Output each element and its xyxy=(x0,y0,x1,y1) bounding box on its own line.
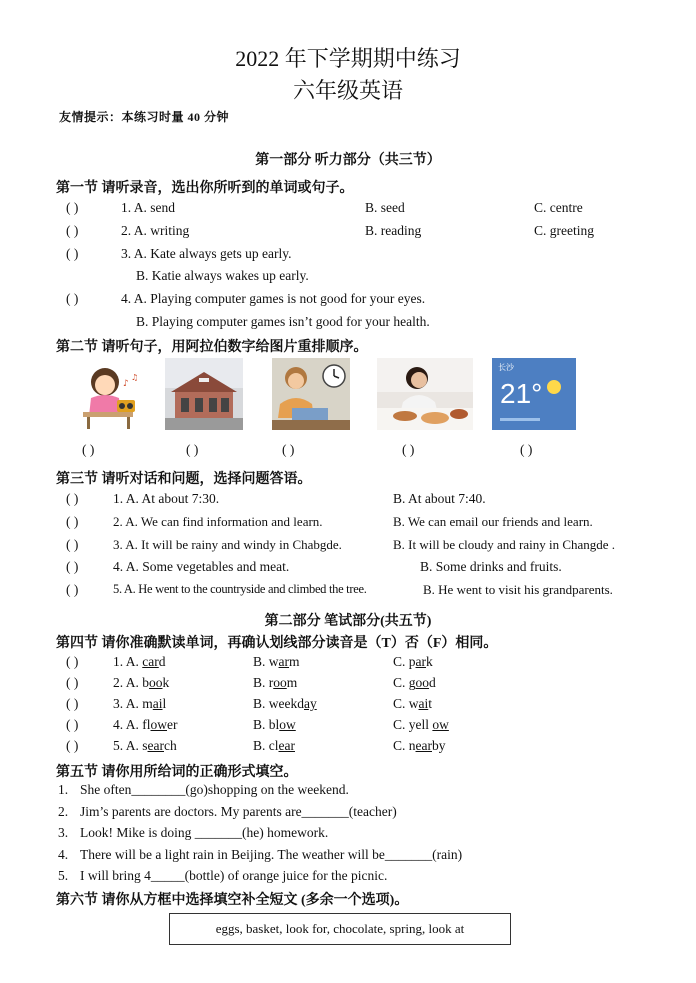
exam-subtitle: 六年级英语 xyxy=(292,78,403,103)
s3-q3-option-a: 3. A. It will be rainy and windy in Chabgde. xyxy=(113,537,342,552)
answer-paren: ( ) xyxy=(66,582,79,597)
s3-q3-option-b: B. It will be cloudy and rainy in Changde . xyxy=(393,537,616,552)
time-tip: 友情提示：本练习时量 40 分钟 xyxy=(59,110,230,124)
answer-paren: ( ) xyxy=(66,654,79,669)
s4-q5-option-c: C. nearby xyxy=(393,738,446,753)
answer-paren: ( ) xyxy=(66,738,79,753)
exam-title: 2022 年下学期期中练习 xyxy=(235,46,461,71)
s4-q4-option-c: C. yell ow xyxy=(393,717,449,732)
s3-q2-option-a: 2. A. We can find information and learn. xyxy=(113,514,323,529)
s3-q4-option-b: B. Some drinks and fruits. xyxy=(420,559,562,574)
answer-paren: ( ) xyxy=(66,696,79,711)
fill-sentence: Jim’s parents are doctors. My parents are_______(teacher) xyxy=(80,804,397,819)
fill-number: 1. xyxy=(58,782,69,797)
train-station-picture xyxy=(165,358,243,430)
answer-paren: ( ) xyxy=(66,717,79,732)
s4-q1-option-b: B. warm xyxy=(253,654,300,669)
q1-option-b: B. seed xyxy=(365,200,405,215)
divider xyxy=(500,418,540,421)
order-blank-4[interactable]: ( ) xyxy=(402,442,415,457)
s3-q1-option-b: B. At about 7:40. xyxy=(393,491,486,506)
s3-q5-option-b: B. He went to visit his grandparents. xyxy=(423,582,613,597)
q2-option-a: 2. A. writing xyxy=(121,223,190,238)
fill-sentence: Look! Mike is doing _______(he) homework. xyxy=(80,825,329,840)
s4-q4-option-a: 4. A. flower xyxy=(113,717,178,732)
q3-option-a: 3. A. Kate always gets up early. xyxy=(121,246,292,261)
order-blank-3[interactable]: ( ) xyxy=(282,442,295,457)
q4-option-b: B. Playing computer games isn’t good for your health. xyxy=(136,314,430,329)
answer-paren: ( ) xyxy=(66,223,79,238)
word-box: eggs, basket, look for, chocolate, spring, look at xyxy=(169,913,511,945)
s3-q4-option-a: 4. A. Some vegetables and meat. xyxy=(113,559,290,574)
order-blank-5[interactable]: ( ) xyxy=(520,442,533,457)
fill-number: 2. xyxy=(58,804,69,819)
section6-heading: 第六节 请你从方框中选择填空补全短文 (多余一个选项)。 xyxy=(56,893,409,908)
order-blank-1[interactable]: ( ) xyxy=(82,442,95,457)
s3-q1-option-a: 1. A. At about 7:30. xyxy=(113,491,220,506)
s4-q3-option-c: C. wait xyxy=(393,696,433,711)
svg-text:♪: ♪ xyxy=(123,379,129,389)
answer-paren: ( ) xyxy=(66,246,79,261)
sun-icon xyxy=(547,380,561,394)
q3-option-b: B. Katie always wakes up early. xyxy=(136,268,309,283)
s3-q2-option-b: B. We can email our friends and learn. xyxy=(393,514,593,529)
s4-q3-option-b: B. weekday xyxy=(253,696,317,711)
section3-heading: 第三节 请听对话和问题，选择问题答语。 xyxy=(56,472,312,487)
answer-paren: ( ) xyxy=(66,491,79,506)
fill-sentence: She often________(go)shopping on the weekend. xyxy=(80,782,349,797)
s3-q5-option-a: 5. A. He went to the countryside and climbed the tree. xyxy=(113,582,367,596)
q2-option-b: B. reading xyxy=(365,223,422,238)
s4-q1-option-a: 1. A. card xyxy=(113,654,166,669)
fill-number: 5. xyxy=(58,868,69,883)
weather-app-picture xyxy=(492,358,576,430)
section1-heading: 第一节 请听录音，选出你所听到的单词或句子。 xyxy=(56,181,354,196)
weather-city: 长沙 xyxy=(498,363,514,372)
s4-q3-option-a: 3. A. mail xyxy=(113,696,167,711)
part1-heading: 第一部分 听力部分（共三节） xyxy=(255,153,441,168)
s4-q4-option-b: B. blow xyxy=(253,717,296,732)
part2-heading: 第二部分 笔试部分(共五节) xyxy=(264,614,432,629)
order-blank-2[interactable]: ( ) xyxy=(186,442,199,457)
q2-option-c: C. greeting xyxy=(534,223,594,238)
q1-option-a: 1. A. send xyxy=(121,200,175,215)
answer-paren: ( ) xyxy=(66,514,79,529)
weather-temp: 21° xyxy=(500,378,543,409)
answer-paren: ( ) xyxy=(66,675,79,690)
svg-text:♫: ♫ xyxy=(131,373,139,382)
section2-heading: 第二节 请听句子，用阿拉伯数字给图片重排顺序。 xyxy=(56,340,368,355)
girl-listening-radio-picture xyxy=(73,358,143,430)
s4-q2-option-b: B. room xyxy=(253,675,298,690)
woman-eating-picture xyxy=(377,358,473,430)
answer-paren: ( ) xyxy=(66,537,79,552)
answer-paren: ( ) xyxy=(66,291,79,306)
woman-clock-picture xyxy=(272,358,350,430)
fill-number: 3. xyxy=(58,825,69,840)
s4-q1-option-c: C. park xyxy=(393,654,433,669)
q4-option-a: 4. A. Playing computer games is not good for your eyes. xyxy=(121,291,426,306)
s4-q2-option-c: C. good xyxy=(393,675,436,690)
answer-paren: ( ) xyxy=(66,559,79,574)
fill-sentence: I will bring 4_____(bottle) of orange juice for the picnic. xyxy=(80,868,388,883)
fill-sentence: There will be a light rain in Beijing. The weather will be_______(rain) xyxy=(80,847,463,862)
s4-q5-option-b: B. clear xyxy=(253,738,295,753)
s4-q5-option-a: 5. A. search xyxy=(113,738,177,753)
answer-paren: ( ) xyxy=(66,200,79,215)
fill-number: 4. xyxy=(58,847,69,862)
section4-heading: 第四节 请你准确默读单词，再确认划线部分读音是（T）否（F）相同。 xyxy=(56,636,498,651)
q1-option-c: C. centre xyxy=(534,200,583,215)
section5-heading: 第五节 请你用所给词的正确形式填空。 xyxy=(56,765,298,780)
s4-q2-option-a: 2. A. book xyxy=(113,675,170,690)
